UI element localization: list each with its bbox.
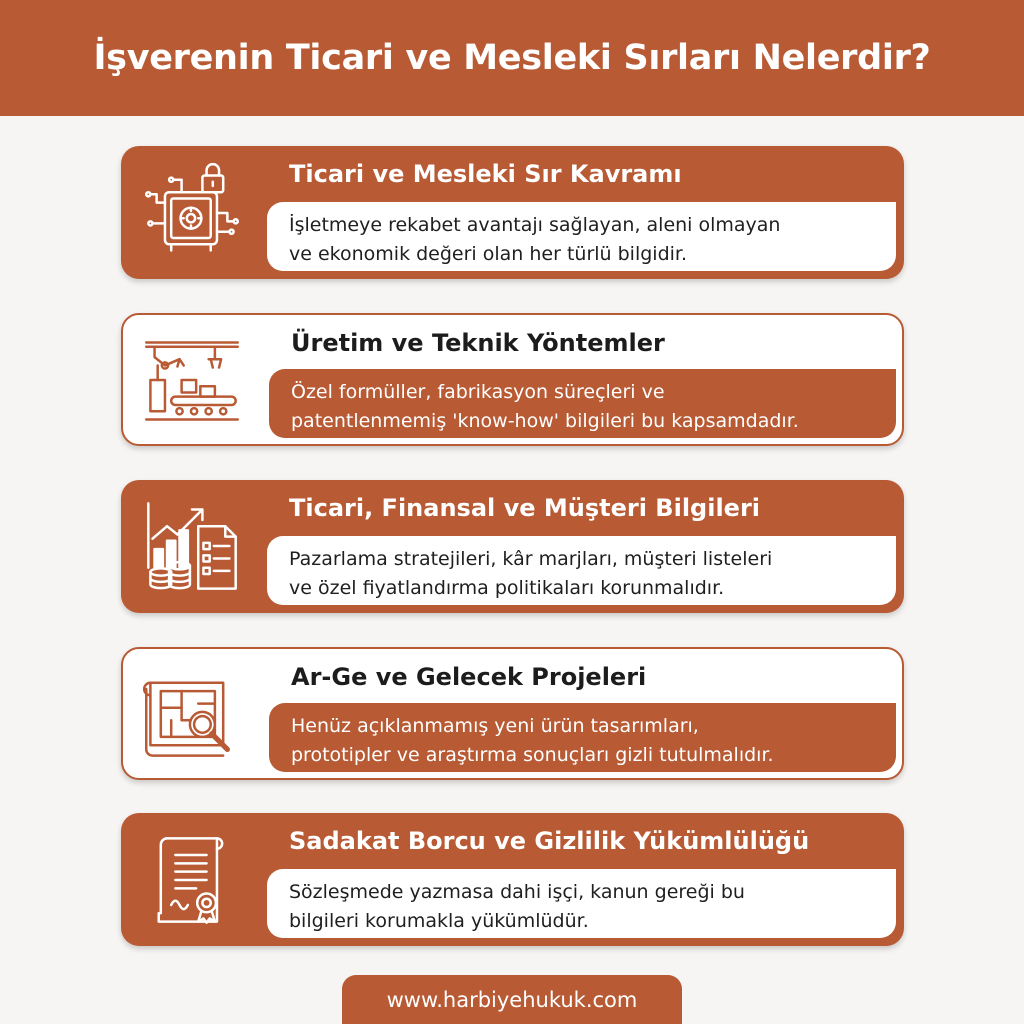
card-description: Sözleşmede yazmasa dahi işçi, kanun gereği bu bilgileri korumakla yükümlüdür. (289, 881, 745, 932)
blueprint-magnifier-icon (129, 655, 254, 772)
website-footer[interactable] (342, 975, 682, 1024)
card-description-panel (267, 869, 896, 938)
safe-lock-icon (129, 154, 254, 271)
card-title: Üretim ve Teknik Yöntemler (291, 329, 665, 357)
card-production-methods (121, 313, 904, 446)
card-title: Sadakat Borcu ve Gizlilik Yükümlülüğü (289, 827, 810, 855)
finance-chart-icon (129, 488, 254, 605)
contract-seal-icon (129, 821, 254, 938)
factory-robot-icon (129, 321, 254, 438)
card-financial-customer-info (121, 480, 904, 613)
card-rnd-projects (121, 647, 904, 780)
card-description: İşletmeye rekabet avantajı sağlayan, aleni olmayan ve ekonomik değeri olan her türlü bilgidir. (289, 214, 781, 265)
card-description-panel (269, 369, 896, 438)
card-trade-secret-concept (121, 146, 904, 279)
card-description-panel (267, 536, 896, 605)
card-title: Ticari, Finansal ve Müşteri Bilgileri (289, 494, 761, 522)
website-link[interactable]: www.harbiyehukuk.com (386, 987, 638, 1012)
card-description: Pazarlama stratejileri, kâr marjları, müşteri listeleri ve özel fiyatlandırma politikaları korunmalıdır. (289, 548, 773, 599)
page-title: İşverenin Ticari ve Mesleki Sırları Nelerdir? (93, 38, 931, 78)
card-description: Özel formüller, fabrikasyon süreçleri ve patentlenmemiş 'know-how' bilgileri bu kapsamdadır. (291, 381, 799, 432)
card-description-panel (269, 703, 896, 772)
card-description-panel (267, 202, 896, 271)
card-description: Henüz açıklanmamış yeni ürün tasarımları, prototipler ve araştırma sonuçları gizli tutulmalıdır. (291, 715, 774, 766)
header-banner (0, 0, 1024, 116)
card-title: Ar-Ge ve Gelecek Projeleri (291, 663, 647, 691)
card-loyalty-confidentiality (121, 813, 904, 946)
card-title: Ticari ve Mesleki Sır Kavramı (289, 160, 682, 188)
